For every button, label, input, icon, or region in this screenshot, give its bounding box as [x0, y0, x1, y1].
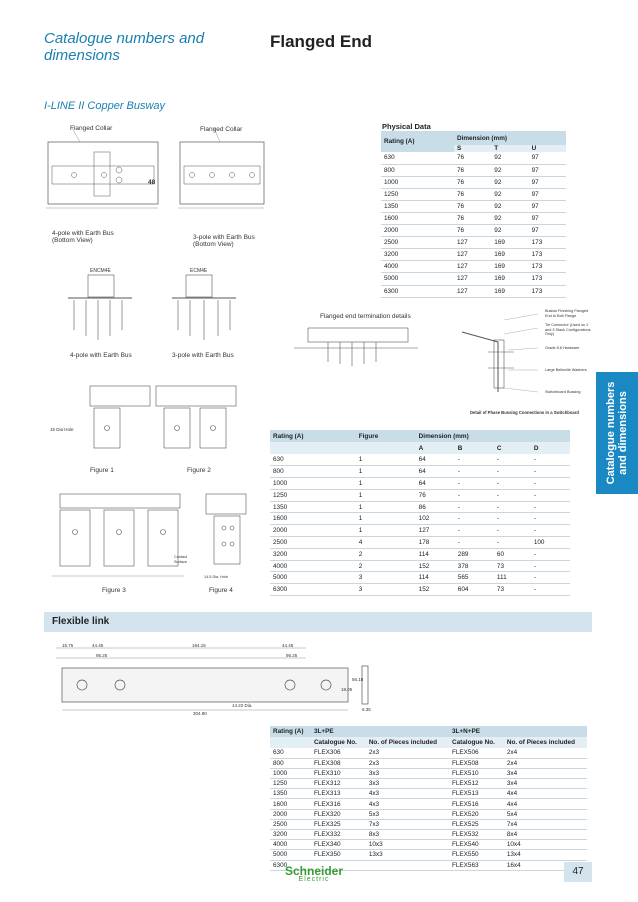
table-cell: 2 — [356, 560, 416, 572]
table-cell: 5x4 — [504, 809, 587, 819]
table-cell: 1600 — [381, 212, 454, 224]
table-cell: FLEX340 — [311, 840, 366, 850]
brand-name: Schneider — [285, 864, 344, 878]
table-cell: 173 — [529, 237, 566, 249]
page-subtitle: I-LINE II Copper Busway — [44, 100, 166, 112]
table-cell: 1 — [356, 478, 416, 490]
flexible-link-bar — [44, 612, 592, 632]
table-cell: 64 — [416, 478, 455, 490]
dim-d1: 15.75 — [62, 643, 74, 648]
termination-drawing — [288, 318, 428, 368]
table-cell: 1600 — [270, 513, 356, 525]
table-row — [381, 176, 566, 188]
table-cell: 2000 — [270, 525, 356, 537]
col-u: U — [529, 145, 566, 152]
table-cell: 3x4 — [504, 779, 587, 789]
table-cell: FLEX308 — [311, 758, 366, 768]
table-cell: FLEX320 — [311, 809, 366, 819]
encm4e-label: ENCM4E — [90, 268, 111, 274]
table-cell: 4x4 — [504, 799, 587, 809]
table-cell: 378 — [455, 560, 494, 572]
table-row — [270, 454, 570, 466]
dim-d8: 14.22 Dia. — [232, 703, 253, 708]
table-cell: 73 — [494, 560, 531, 572]
col-s: S — [454, 145, 491, 152]
table-cell: FLEX350 — [311, 850, 366, 860]
table-row — [381, 200, 566, 212]
table-cell: 76 — [454, 176, 491, 188]
table-row — [381, 212, 566, 224]
figure-1-caption: Figure 1 — [90, 467, 114, 474]
table-cell: FLEX332 — [311, 830, 366, 840]
table-cell: 127 — [454, 249, 491, 261]
table-row — [270, 819, 587, 829]
figure-3-caption: Figure 3 — [102, 587, 126, 594]
table-cell: 1 — [356, 466, 416, 478]
table-cell: 92 — [491, 212, 528, 224]
flex-col-cat2: Catalogue No. — [449, 737, 504, 748]
table-cell: 4000 — [270, 560, 356, 572]
col-t: T — [491, 145, 528, 152]
switchboard-label: Switchboard Bussing — [545, 390, 581, 394]
table-cell: 114 — [416, 572, 455, 584]
hole-dia-label: 16 Dia Hole — [50, 427, 74, 432]
table-row — [270, 501, 570, 513]
dim-48-label: 48 — [148, 179, 156, 186]
table-row — [381, 249, 566, 261]
table-cell: 2x3 — [366, 758, 449, 768]
table-cell: 76 — [416, 489, 455, 501]
table-cell: FLEX313 — [311, 789, 366, 799]
page-number: 47 — [564, 862, 592, 882]
table-cell: - — [455, 454, 494, 466]
pole4-side-caption: 4-pole with Earth Bus — [70, 352, 132, 359]
table-cell: 3200 — [270, 830, 311, 840]
table-row — [381, 152, 566, 164]
fig-col-d: D — [531, 442, 570, 454]
table-row — [270, 584, 570, 596]
table-cell: 111 — [494, 572, 531, 584]
table-cell: 8x4 — [504, 830, 587, 840]
table-cell: 13x3 — [366, 850, 449, 860]
table-cell: 178 — [416, 537, 455, 549]
table-row — [270, 809, 587, 819]
table-cell: 7x3 — [366, 819, 449, 829]
table-cell: 76 — [454, 212, 491, 224]
table-cell: 4x3 — [366, 789, 449, 799]
table-cell: 86 — [416, 501, 455, 513]
table-cell: 1000 — [381, 176, 454, 188]
flexible-link-title: Flexible link — [52, 616, 110, 627]
table-row — [381, 225, 566, 237]
table-row — [270, 758, 587, 768]
table-cell: 289 — [455, 548, 494, 560]
table-cell: 173 — [529, 249, 566, 261]
table-cell: 60 — [494, 548, 531, 560]
table-cell: 3x3 — [366, 768, 449, 778]
table-cell: FLEX510 — [449, 768, 504, 778]
table-cell: 76 — [454, 164, 491, 176]
fig-col-a: A — [416, 442, 455, 454]
table-cell: - — [531, 525, 570, 537]
table-cell: 92 — [491, 152, 528, 164]
table-cell: 4 — [356, 537, 416, 549]
table-cell: 2500 — [381, 237, 454, 249]
dim-d11: 6.35 — [362, 707, 371, 712]
fig-col-b: B — [455, 442, 494, 454]
table-row — [270, 779, 587, 789]
table-cell: 97 — [529, 212, 566, 224]
table-cell: FLEX310 — [311, 768, 366, 778]
table-cell: 73 — [494, 584, 531, 596]
table-cell: 127 — [454, 261, 491, 273]
table-cell: 630 — [381, 152, 454, 164]
table-cell: 2x4 — [504, 758, 587, 768]
table-cell: FLEX506 — [449, 748, 504, 758]
table-cell: 1000 — [270, 768, 311, 778]
table-cell: 2500 — [270, 537, 356, 549]
pole3-side-caption: 3-pole with Earth Bus — [172, 352, 234, 359]
brand-sub: Electric — [298, 876, 330, 883]
table-row — [270, 525, 570, 537]
table-cell: - — [455, 466, 494, 478]
table-cell: 114 — [416, 548, 455, 560]
table-cell: 76 — [454, 188, 491, 200]
figure-1-2-drawing — [60, 384, 240, 464]
figure-3-4-drawing — [46, 492, 256, 584]
table-cell: 1 — [356, 454, 416, 466]
termination-label: Flanged end termination details — [320, 313, 411, 320]
table-cell: 76 — [454, 225, 491, 237]
table-cell: 3x4 — [504, 768, 587, 778]
dim-d9: 56.18 — [352, 677, 364, 682]
table-cell: - — [494, 489, 531, 501]
table-cell: 5000 — [270, 572, 356, 584]
side-view-drawings — [60, 270, 250, 350]
pole4-bottom-caption: 4-pole with Earth Bus (Bottom View) — [52, 230, 114, 244]
table-cell: FLEX512 — [449, 779, 504, 789]
table-cell: 6300 — [270, 584, 356, 596]
table-cell: 92 — [491, 176, 528, 188]
table-row — [270, 548, 570, 560]
section-heading: Catalogue numbers and dimensions — [44, 30, 205, 64]
table-cell: 76 — [454, 200, 491, 212]
table-cell: 4x4 — [504, 789, 587, 799]
dim-d5: 95.25 — [96, 653, 108, 658]
table-cell: 102 — [416, 513, 455, 525]
flexible-link-table — [270, 726, 587, 871]
table-cell: FLEX306 — [311, 748, 366, 758]
table-cell: 1350 — [270, 789, 311, 799]
table-row — [270, 830, 587, 840]
table-cell: - — [494, 513, 531, 525]
table-row — [270, 748, 587, 758]
dim-d2: 44.45 — [92, 643, 104, 648]
table-cell: 169 — [491, 273, 528, 285]
table-cell: - — [455, 513, 494, 525]
table-cell: 127 — [416, 525, 455, 537]
table-cell: - — [531, 513, 570, 525]
table-cell: 3200 — [381, 249, 454, 261]
table-row — [270, 489, 570, 501]
table-cell: 1 — [356, 501, 416, 513]
table-cell: FLEX550 — [449, 850, 504, 860]
table-cell: 2000 — [270, 809, 311, 819]
hardware-label: Grade 8.8 Hardware — [545, 346, 580, 350]
flex-col-3ln: 3L+N+PE — [449, 726, 587, 737]
table-cell: 630 — [270, 454, 356, 466]
table-cell: 1600 — [270, 799, 311, 809]
flex-col-pieces2: No. of Pieces included — [504, 737, 587, 748]
table-row — [381, 285, 566, 297]
table-cell: 127 — [454, 273, 491, 285]
side-tab-line1: Catalogue numbers — [605, 381, 617, 485]
table-cell: 169 — [491, 261, 528, 273]
table-cell: 169 — [491, 285, 528, 297]
table-cell: - — [494, 501, 531, 513]
dim-d4: 44.45 — [282, 643, 294, 648]
table-cell: 2x4 — [504, 748, 587, 758]
table-cell: 127 — [454, 237, 491, 249]
table-cell: 64 — [416, 454, 455, 466]
table-cell: 800 — [270, 466, 356, 478]
table-cell: 1250 — [270, 779, 311, 789]
table-row — [381, 164, 566, 176]
table-cell: 10x3 — [366, 840, 449, 850]
table-cell: 4000 — [381, 261, 454, 273]
col-rating: Rating (A) — [381, 131, 454, 152]
table-cell: FLEX312 — [311, 779, 366, 789]
table-row — [381, 261, 566, 273]
flanged-collar-label-2: Flanged Collar — [200, 126, 243, 133]
table-cell: 800 — [270, 758, 311, 768]
washers-label: Large Belleville Washers — [545, 368, 587, 372]
table-cell: - — [455, 501, 494, 513]
table-row — [270, 799, 587, 809]
fig-col-rating: Rating (A) — [270, 430, 356, 442]
table-cell: - — [531, 466, 570, 478]
table-cell: 5000 — [270, 850, 311, 860]
table-cell: 1 — [356, 513, 416, 525]
table-cell: - — [531, 478, 570, 490]
tie-connector-label: Tie Connector (Used on 2 and 3 Stack Configurations Only) — [545, 323, 591, 336]
flexible-link-drawing — [56, 640, 396, 720]
table-cell: 97 — [529, 164, 566, 176]
table-row — [270, 560, 570, 572]
page-title: Flanged End — [270, 32, 372, 51]
contact-surface-label: Contact Surface — [174, 555, 188, 564]
table-cell: 1 — [356, 489, 416, 501]
table-cell: 4x3 — [366, 799, 449, 809]
table-cell: 1350 — [381, 200, 454, 212]
fig-col-c: C — [494, 442, 531, 454]
table-cell: 16x4 — [504, 860, 587, 870]
table-cell: 100 — [531, 537, 570, 549]
table-cell: FLEX516 — [449, 799, 504, 809]
table-cell: 3 — [356, 572, 416, 584]
table-cell: - — [455, 525, 494, 537]
table-cell: - — [455, 537, 494, 549]
table-cell: 127 — [454, 285, 491, 297]
pole3-bottom-caption: 3-pole with Earth Bus (Bottom View) — [193, 234, 255, 248]
table-cell: 97 — [529, 152, 566, 164]
table-row — [381, 273, 566, 285]
table-cell: 97 — [529, 176, 566, 188]
table-cell: 13x4 — [504, 850, 587, 860]
table-cell: 2000 — [381, 225, 454, 237]
table-cell: 92 — [491, 200, 528, 212]
hole-dia2-label: 14.5 Dia. Hole — [204, 575, 229, 579]
table-cell: - — [494, 478, 531, 490]
table-cell: 169 — [491, 237, 528, 249]
table-cell: - — [531, 501, 570, 513]
table-cell: - — [531, 454, 570, 466]
table-cell: 5x3 — [366, 809, 449, 819]
dim-d10: 19.05 — [341, 687, 353, 692]
table-cell: 92 — [491, 164, 528, 176]
table-cell: 92 — [491, 225, 528, 237]
table-cell: 4000 — [270, 840, 311, 850]
busbar-label: Busbar Finishing Flanged End to Bolt Flange — [545, 309, 589, 318]
figure-2-caption: Figure 2 — [187, 467, 211, 474]
table-cell: - — [531, 584, 570, 596]
table-cell: FLEX316 — [311, 799, 366, 809]
table-row — [270, 572, 570, 584]
table-cell: 173 — [529, 273, 566, 285]
table-cell: - — [494, 466, 531, 478]
table-cell: 97 — [529, 188, 566, 200]
table-cell: 604 — [455, 584, 494, 596]
table-cell: 173 — [529, 285, 566, 297]
table-cell: 7x4 — [504, 819, 587, 829]
table-cell: 76 — [454, 152, 491, 164]
figure-dimension-table — [270, 430, 570, 596]
table-cell: 6300 — [381, 285, 454, 297]
side-tab — [596, 372, 638, 494]
table-row — [270, 789, 587, 799]
table-cell: 5000 — [381, 273, 454, 285]
table-cell: 2 — [356, 548, 416, 560]
table-cell: - — [494, 537, 531, 549]
table-cell: 97 — [529, 200, 566, 212]
table-cell: 97 — [529, 225, 566, 237]
table-cell: - — [531, 572, 570, 584]
dim-d7: 304.80 — [193, 711, 207, 716]
table-cell: 3 — [356, 584, 416, 596]
table-cell: FLEX540 — [449, 840, 504, 850]
dim-d3: 194.15 — [192, 643, 206, 648]
table-cell: 1350 — [270, 501, 356, 513]
table-row — [381, 237, 566, 249]
table-cell: - — [494, 454, 531, 466]
table-cell: FLEX532 — [449, 830, 504, 840]
table-row — [270, 478, 570, 490]
table-cell: FLEX525 — [449, 819, 504, 829]
table-cell: 1250 — [270, 489, 356, 501]
table-cell: 565 — [455, 572, 494, 584]
table-cell: 2x3 — [366, 748, 449, 758]
col-dimension: Dimension (mm) — [454, 131, 566, 145]
table-cell: 3200 — [270, 548, 356, 560]
flanged-collar-label-1: Flanged Collar — [70, 125, 113, 132]
ecm4e-label: ECM4E — [190, 268, 208, 274]
table-row — [270, 537, 570, 549]
table-cell: - — [531, 489, 570, 501]
table-row — [270, 768, 587, 778]
detail-caption: Detail of Phase Bussing Connections in a Switchboard — [470, 410, 579, 415]
table-cell: FLEX508 — [449, 758, 504, 768]
table-row — [270, 466, 570, 478]
table-cell: 800 — [381, 164, 454, 176]
switchboard-detail-drawing — [458, 312, 548, 404]
table-cell: 173 — [529, 261, 566, 273]
figure-4-caption: Figure 4 — [209, 587, 233, 594]
table-cell: - — [455, 489, 494, 501]
table-cell: 2500 — [270, 819, 311, 829]
table-cell: 1000 — [270, 478, 356, 490]
flex-col-rating: Rating (A) — [270, 726, 311, 737]
flex-col-3l: 3L+PE — [311, 726, 449, 737]
table-cell: - — [494, 525, 531, 537]
table-cell: - — [455, 478, 494, 490]
table-cell: FLEX325 — [311, 819, 366, 829]
table-cell: 64 — [416, 466, 455, 478]
table-cell: 1 — [356, 525, 416, 537]
table-cell: 630 — [270, 748, 311, 758]
table-row — [270, 513, 570, 525]
fig-col-figure: Figure — [356, 430, 416, 442]
table-cell: 8x3 — [366, 830, 449, 840]
table-cell: FLEX520 — [449, 809, 504, 819]
physical-data-title: Physical Data — [382, 122, 431, 131]
table-cell: 152 — [416, 560, 455, 572]
schneider-logo — [285, 864, 343, 883]
table-cell — [366, 860, 449, 870]
physical-data-table — [381, 131, 566, 298]
table-cell: 169 — [491, 249, 528, 261]
table-row — [270, 840, 587, 850]
table-cell: 10x4 — [504, 840, 587, 850]
flex-col-pieces1: No. of Pieces included — [366, 737, 449, 748]
fig-col-dimension: Dimension (mm) — [416, 430, 570, 442]
table-cell: 152 — [416, 584, 455, 596]
table-cell: - — [531, 548, 570, 560]
side-tab-line2: and dimensions — [617, 391, 629, 475]
table-cell: 3x3 — [366, 779, 449, 789]
flex-col-cat1: Catalogue No. — [311, 737, 366, 748]
table-cell: 6300 — [270, 860, 311, 870]
table-cell: 1250 — [381, 188, 454, 200]
table-row — [381, 188, 566, 200]
table-cell: - — [531, 560, 570, 572]
dim-d6: 95.25 — [286, 653, 298, 658]
table-cell: FLEX513 — [449, 789, 504, 799]
table-cell: 92 — [491, 188, 528, 200]
table-cell: FLEX563 — [449, 860, 504, 870]
table-row — [270, 850, 587, 860]
